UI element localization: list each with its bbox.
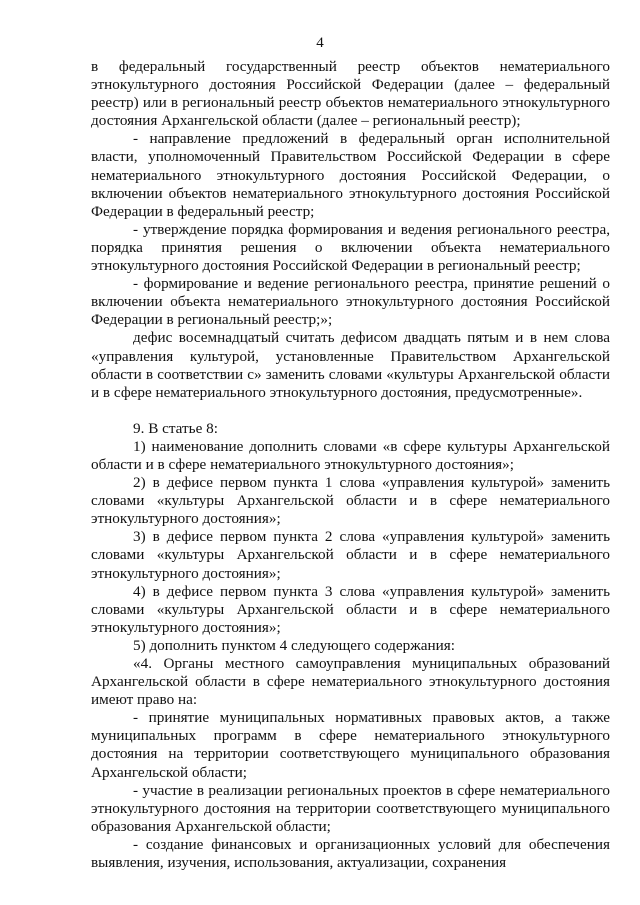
- list-item-1: 1) наименование дополнить словами «в сфере культуры Архангельской области и в сфере нематериального этнокультурного достояния»;: [91, 437, 610, 473]
- list-item-2: 2) в дефисе первом пункта 1 слова «управления культурой» заменить словами «культуры Архангельской области и в сфере нематериального этнокультурного достояния»;: [91, 474, 610, 528]
- paragraph-registry-procedure: - утверждение порядка формирования и ведения регионального реестра, порядка принятия решения о включении объекта нематериального этнокультурного достояния Российской Федерации в региональный реестр;: [91, 220, 610, 275]
- list-item-3: 3) в дефисе первом пункта 2 слова «управления культурой» заменить словами «культуры Архангельской области и в сфере нематериального этнокультурного достояния»;: [91, 528, 610, 582]
- paragraph-dash-eighteen: дефис восемнадцатый считать дефисом двадцать пятым и в нем слова «управления культурой, установленные Правительством Архангельской области в соответствии с» заменить словами «культуры Архангельской области и в сфере нематериального этнокультурного достояния, предусмотренные».: [91, 329, 610, 401]
- paragraph-municipal-acts: - принятие муниципальных нормативных правовых актов, а также муниципальных программ в сфере нематериального этнокультурного достояния на территории соответствующего муниципального образования Архангельской области;: [91, 709, 610, 781]
- paragraph-point-4: «4. Органы местного самоуправления муниципальных образований Архангельской области в сфере нематериального этнокультурного достояния имеют право на:: [91, 655, 610, 709]
- paragraph-regional-registry-formation: - формирование и ведение регионального реестра, принятие решений о включении объекта нематериального этнокультурного достояния Российской Федерации в региональный реестр;»;: [91, 275, 610, 329]
- document-body: [91, 58, 610, 872]
- paragraph-proposals-federal-registry: - направление предложений в федеральный орган исполнительной власти, уполномоченный Правительством Российской Федерации в сфере нематериального этнокультурного достояния Российской Федерации, о включении объектов нематериального этнокультурного достояния Российской Федерации в федеральный реестр;: [91, 130, 610, 220]
- page-number: 4: [316, 35, 324, 51]
- list-item-4: 4) в дефисе первом пункта 3 слова «управления культурой» заменить словами «культуры Архангельской области и в сфере нематериального этнокультурного достояния»;: [91, 582, 610, 636]
- list-item-5: 5) дополнить пунктом 4 следующего содержания:: [133, 636, 455, 654]
- section-heading-article-8: 9. В статье 8:: [133, 419, 218, 437]
- paragraph-financial-conditions: - создание финансовых и организационных условий для обеспечения выявления, изучения, использования, актуализации, сохранения: [91, 835, 610, 872]
- paragraph-spacer: [91, 402, 610, 420]
- paragraph-regional-projects: - участие в реализации региональных проектов в сфере нематериального этнокультурного достояния на территории соответствующего муниципального образования Архангельской области;: [91, 781, 610, 835]
- paragraph-registry-continuation: в федеральный государственный реестр объектов нематериального этнокультурного достояния Российской Федерации (далее – федеральный реестр) или в региональный реестр объектов нематериального этнокультурного достояния Архангельской области (далее – региональный реестр);: [91, 58, 610, 130]
